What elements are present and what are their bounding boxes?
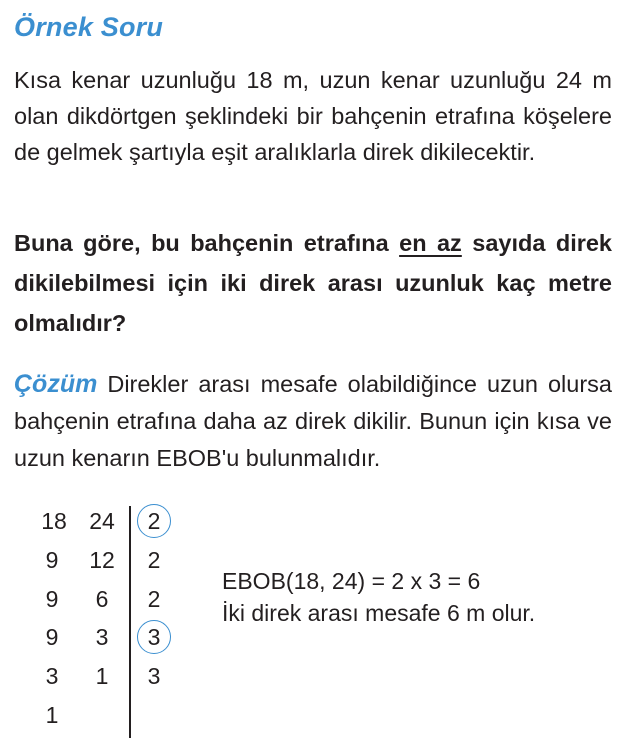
example-title: Örnek Soru <box>14 12 164 42</box>
factor-value-b: 6 <box>95 586 109 612</box>
solution-label: Çözüm <box>14 370 98 398</box>
factor-value-a: 9 <box>45 624 59 650</box>
division-line <box>129 506 131 738</box>
factor-value-b: 24 <box>89 508 115 534</box>
question-prompt-part1: Buna göre, bu bahçenin etrafına <box>14 230 400 256</box>
factor-value-a: 18 <box>41 508 67 534</box>
question-text: Kısa kenar uzunluğu 18 m, uzun kenar uzunluğu 24 m olan dikdörtgen şeklindeki bir bahçenin etrafına köşelere de gelmek şartıyla eşit aralıklarla direk dikilecektir. <box>14 67 612 165</box>
result-block <box>222 565 535 629</box>
question-prompt-part2: sayıda direk dikilebilmesi için iki direk arası uzunluk kaç metre olmalıdır? <box>14 230 613 336</box>
factor-divisor: 3 <box>147 663 161 689</box>
factor-divisor: 3 <box>147 624 161 650</box>
factor-value-a: 9 <box>45 586 59 612</box>
factor-divisor: 2 <box>147 508 161 534</box>
factor-value-a: 3 <box>45 663 59 689</box>
question-prompt-underlined: en az <box>399 230 462 256</box>
gcd-equation: EBOB(18, 24) = 2 x 3 = 6 <box>222 568 481 594</box>
result-sentence: İki direk arası mesafe 6 m olur. <box>222 600 536 626</box>
factor-value-b: 1 <box>95 663 109 689</box>
solution-paragraph <box>14 366 612 477</box>
factor-value-b: 12 <box>89 547 115 573</box>
factor-value-b: 3 <box>95 624 109 650</box>
factor-value-a: 9 <box>45 547 59 573</box>
factor-divisor: 2 <box>147 547 161 573</box>
question-prompt <box>14 223 612 343</box>
solution-text: Direkler arası mesafe olabildiğince uzun olursa bahçenin etrafına daha az direk dikilir. Bunun için kısa ve uzun kenarın EBOB'u bulunmalıdır. <box>14 371 612 471</box>
factor-divisor: 2 <box>147 586 161 612</box>
factor-value-a: 1 <box>45 702 59 728</box>
